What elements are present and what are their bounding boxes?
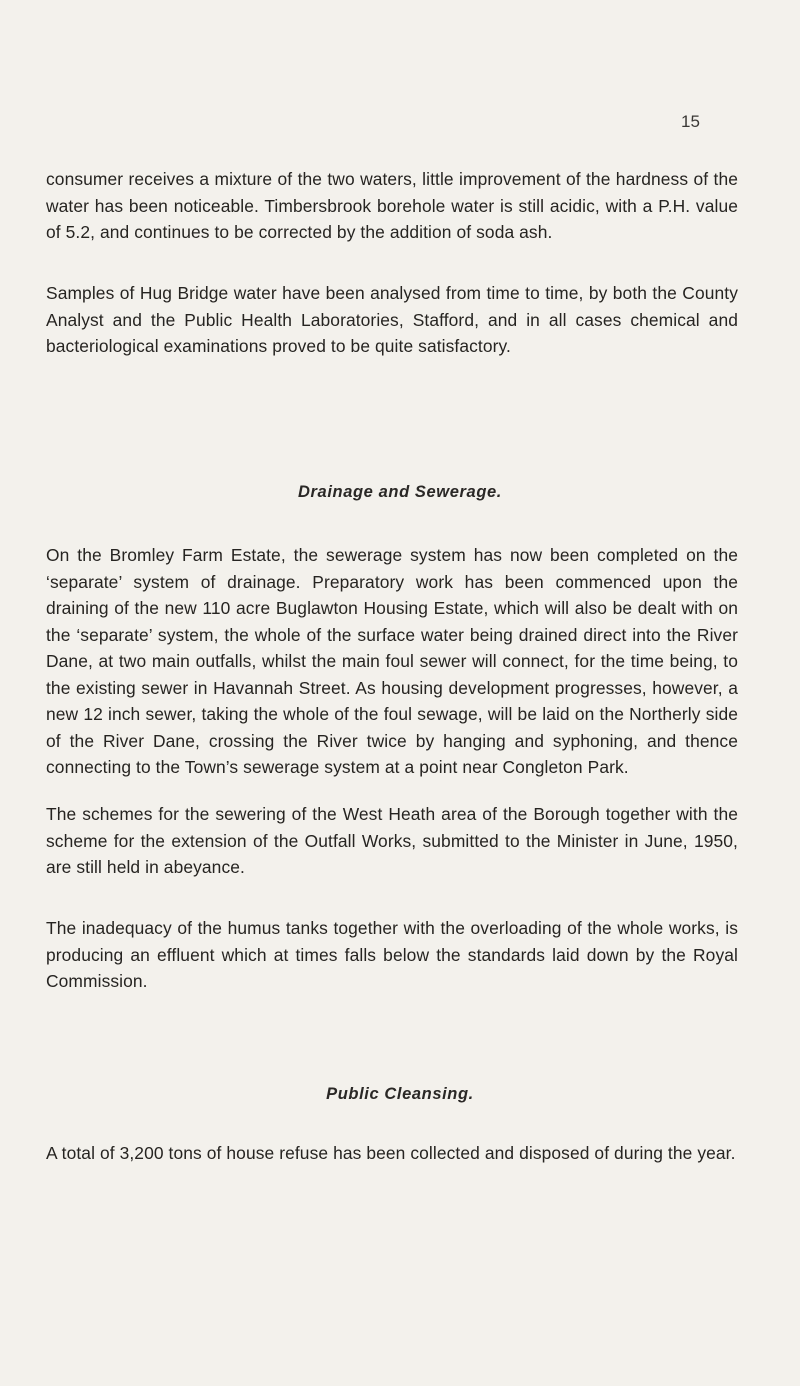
paragraph-hug-bridge-samples: Samples of Hug Bridge water have been analysed from time to time, by both the County Analyst and the Public Health Laboratories, Stafford, and in all cases chemical and bacteriological examinations proved to be quite satisfactory.	[46, 283, 738, 356]
paragraph-west-heath-schemes: The schemes for the sewering of the West Heath area of the Borough together with the scheme for the extension of the Outfall Works, submitted to the Minister in June, 1950, are still held in abeyance.	[46, 804, 738, 877]
section-heading-public-cleansing: Public Cleansing.	[326, 1085, 474, 1103]
page-number: 15	[681, 112, 700, 131]
paragraph-house-refuse: A total of 3,200 tons of house refuse has been collected and disposed of during the year.	[46, 1143, 736, 1163]
paragraph-humus-tanks: The inadequacy of the humus tanks together with the overloading of the whole works, is producing an effluent which at times falls below the standards laid down by the Royal Commission.	[46, 918, 738, 991]
paragraph-water-hardness: consumer receives a mixture of the two waters, little improvement of the hardness of the water has been noticeable. Timbersbrook borehole water is still acidic, with a P.H. value of 5.2, and continues to be corrected by the addition of soda ash.	[46, 169, 738, 242]
section-heading-drainage-sewerage: Drainage and Sewerage.	[298, 483, 502, 501]
paragraph-bromley-farm-estate: On the Bromley Farm Estate, the sewerage system has now been completed on the ‘separate’ system of drainage. Preparatory work has been commenced upon the draining of the new 110 acre Buglawton Housing Estate, which will also be dealt with on the ‘separate’ system, the whole of the surface water being drained direct into the River Dane, at two main outfalls, whilst the main foul sewer will connect, for the time being, to the existing sewer in Havannah Street. As housing development progresses, however, a new 12 inch sewer, taking the whole of the foul sewage, will be laid on the Northerly side of the River Dane, crossing the River twice by hanging and syphoning, and thence connecting to the Town’s sewerage system at a point near Congleton Park.	[46, 545, 738, 777]
